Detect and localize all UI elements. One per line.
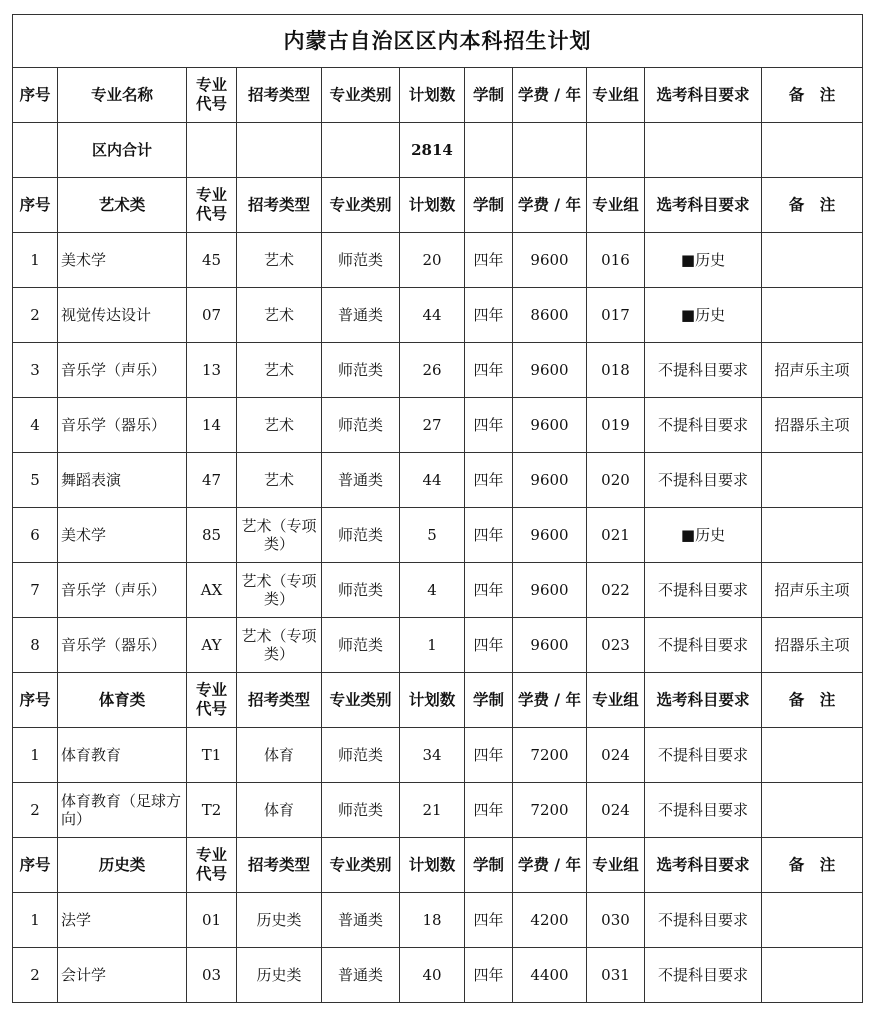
cell-seq: 5 [13,453,58,508]
section-name: 艺术类 [58,178,187,233]
cell-plan: 20 [400,233,465,288]
cell-type: 艺术（专项类） [237,618,322,673]
cell-fee: 9600 [513,508,587,563]
cell-duration: 四年 [465,508,513,563]
cell-plan: 40 [400,948,465,1003]
table-row [13,948,863,1003]
header-code: 专业代号 [187,68,237,123]
cell-code: 13 [187,343,237,398]
cell-req: ■历史 [645,288,762,343]
cell-fee: 9600 [513,343,587,398]
cell-note [762,893,863,948]
total-category [322,123,400,178]
cell-code: AY [187,618,237,673]
header-category: 专业类别 [322,673,400,728]
total-row [13,123,863,178]
header-seq: 序号 [13,838,58,893]
header-plan: 计划数 [400,838,465,893]
table-row [13,728,863,783]
cell-type: 历史类 [237,893,322,948]
table-row [13,343,863,398]
cell-plan: 1 [400,618,465,673]
cell-category: 普通类 [322,453,400,508]
cell-group: 024 [587,783,645,838]
cell-duration: 四年 [465,453,513,508]
cell-req: 不提科目要求 [645,893,762,948]
cell-plan: 44 [400,288,465,343]
cell-seq: 1 [13,893,58,948]
cell-note [762,783,863,838]
cell-code: 03 [187,948,237,1003]
table-row [13,288,863,343]
total-note [762,123,863,178]
cell-note: 招器乐主项 [762,618,863,673]
header-duration: 学制 [465,68,513,123]
cell-note [762,288,863,343]
cell-note: 招声乐主项 [762,343,863,398]
cell-name: 舞蹈表演 [58,453,187,508]
cell-group: 018 [587,343,645,398]
cell-fee: 9600 [513,563,587,618]
cell-code: T1 [187,728,237,783]
header-major: 专业名称 [58,68,187,123]
cell-plan: 5 [400,508,465,563]
header-code: 专业代号 [187,178,237,233]
total-plan: 2814 [400,123,465,178]
cell-seq: 6 [13,508,58,563]
header-plan: 计划数 [400,68,465,123]
header-req: 选考科目要求 [645,673,762,728]
header-code: 专业代号 [187,673,237,728]
header-row [13,68,863,123]
cell-req: 不提科目要求 [645,783,762,838]
cell-fee: 9600 [513,398,587,453]
cell-code: 45 [187,233,237,288]
total-seq [13,123,58,178]
cell-seq: 8 [13,618,58,673]
cell-plan: 27 [400,398,465,453]
header-seq: 序号 [13,673,58,728]
header-fee: 学费 / 年 [513,178,587,233]
cell-type: 艺术 [237,233,322,288]
cell-req: ■历史 [645,233,762,288]
cell-req: 不提科目要求 [645,563,762,618]
header-req: 选考科目要求 [645,68,762,123]
table-row [13,783,863,838]
header-group: 专业组 [587,673,645,728]
table-row [13,893,863,948]
header-group: 专业组 [587,68,645,123]
cell-duration: 四年 [465,893,513,948]
section-name: 历史类 [58,838,187,893]
cell-note [762,728,863,783]
cell-type: 艺术 [237,343,322,398]
cell-note [762,233,863,288]
cell-category: 师范类 [322,563,400,618]
cell-category: 普通类 [322,288,400,343]
header-type: 招考类型 [237,673,322,728]
cell-type: 体育 [237,728,322,783]
cell-code: 47 [187,453,237,508]
cell-type: 体育 [237,783,322,838]
cell-duration: 四年 [465,233,513,288]
header-req: 选考科目要求 [645,178,762,233]
cell-note [762,508,863,563]
cell-name: 音乐学（器乐） [58,398,187,453]
cell-note [762,948,863,1003]
section-header-row [13,673,863,728]
cell-note [762,453,863,508]
cell-req: 不提科目要求 [645,453,762,508]
header-seq: 序号 [13,68,58,123]
header-code: 专业代号 [187,838,237,893]
cell-plan: 21 [400,783,465,838]
cell-category: 师范类 [322,343,400,398]
cell-group: 017 [587,288,645,343]
cell-category: 普通类 [322,893,400,948]
cell-fee: 8600 [513,288,587,343]
table-title: 内蒙古自治区区内本科招生计划 [13,15,863,68]
cell-seq: 7 [13,563,58,618]
cell-code: 07 [187,288,237,343]
header-plan: 计划数 [400,178,465,233]
cell-req: ■历史 [645,508,762,563]
cell-req: 不提科目要求 [645,398,762,453]
cell-category: 师范类 [322,233,400,288]
total-duration [465,123,513,178]
cell-duration: 四年 [465,728,513,783]
header-category: 专业类别 [322,68,400,123]
header-note: 备 注 [762,673,863,728]
section-header-row [13,838,863,893]
cell-seq: 2 [13,948,58,1003]
header-note: 备 注 [762,68,863,123]
cell-req: 不提科目要求 [645,618,762,673]
total-fee [513,123,587,178]
cell-group: 022 [587,563,645,618]
cell-code: AX [187,563,237,618]
header-note: 备 注 [762,838,863,893]
cell-fee: 7200 [513,728,587,783]
header-req: 选考科目要求 [645,838,762,893]
table-row [13,618,863,673]
cell-name: 法学 [58,893,187,948]
cell-duration: 四年 [465,783,513,838]
cell-fee: 9600 [513,618,587,673]
header-duration: 学制 [465,673,513,728]
cell-req: 不提科目要求 [645,728,762,783]
table-row [13,453,863,508]
cell-group: 020 [587,453,645,508]
cell-fee: 9600 [513,453,587,508]
enrollment-plan-table [12,14,863,1003]
cell-group: 024 [587,728,645,783]
cell-group: 030 [587,893,645,948]
cell-seq: 1 [13,233,58,288]
cell-type: 艺术 [237,398,322,453]
header-plan: 计划数 [400,673,465,728]
header-duration: 学制 [465,838,513,893]
cell-seq: 2 [13,783,58,838]
cell-name: 会计学 [58,948,187,1003]
cell-category: 普通类 [322,948,400,1003]
cell-fee: 9600 [513,233,587,288]
total-code [187,123,237,178]
cell-seq: 1 [13,728,58,783]
cell-name: 美术学 [58,508,187,563]
cell-name: 视觉传达设计 [58,288,187,343]
cell-name: 美术学 [58,233,187,288]
cell-plan: 4 [400,563,465,618]
cell-fee: 4200 [513,893,587,948]
cell-seq: 3 [13,343,58,398]
cell-note: 招声乐主项 [762,563,863,618]
section-header-row [13,178,863,233]
cell-duration: 四年 [465,563,513,618]
table-row [13,508,863,563]
cell-name: 音乐学（器乐） [58,618,187,673]
cell-note: 招器乐主项 [762,398,863,453]
header-group: 专业组 [587,178,645,233]
cell-category: 师范类 [322,398,400,453]
header-note: 备 注 [762,178,863,233]
cell-group: 023 [587,618,645,673]
total-label: 区内合计 [58,123,187,178]
table-row [13,233,863,288]
header-category: 专业类别 [322,178,400,233]
cell-code: T2 [187,783,237,838]
cell-type: 历史类 [237,948,322,1003]
cell-seq: 2 [13,288,58,343]
total-req [645,123,762,178]
header-fee: 学费 / 年 [513,68,587,123]
cell-type: 艺术（专项类） [237,508,322,563]
total-group [587,123,645,178]
cell-plan: 44 [400,453,465,508]
header-type: 招考类型 [237,838,322,893]
cell-group: 016 [587,233,645,288]
cell-category: 师范类 [322,508,400,563]
cell-type: 艺术（专项类） [237,563,322,618]
header-group: 专业组 [587,838,645,893]
cell-code: 85 [187,508,237,563]
table-row [13,563,863,618]
cell-name: 音乐学（声乐） [58,563,187,618]
section-name: 体育类 [58,673,187,728]
cell-plan: 18 [400,893,465,948]
cell-group: 019 [587,398,645,453]
cell-duration: 四年 [465,618,513,673]
cell-fee: 7200 [513,783,587,838]
cell-name: 体育教育 [58,728,187,783]
header-fee: 学费 / 年 [513,838,587,893]
cell-duration: 四年 [465,343,513,398]
header-duration: 学制 [465,178,513,233]
cell-plan: 26 [400,343,465,398]
cell-name: 音乐学（声乐） [58,343,187,398]
cell-type: 艺术 [237,453,322,508]
header-type: 招考类型 [237,178,322,233]
cell-plan: 34 [400,728,465,783]
cell-fee: 4400 [513,948,587,1003]
header-seq: 序号 [13,178,58,233]
cell-req: 不提科目要求 [645,343,762,398]
cell-name: 体育教育（足球方向） [58,783,187,838]
cell-seq: 4 [13,398,58,453]
cell-group: 021 [587,508,645,563]
table-row [13,398,863,453]
cell-code: 01 [187,893,237,948]
cell-duration: 四年 [465,398,513,453]
total-type [237,123,322,178]
header-type: 招考类型 [237,68,322,123]
cell-code: 14 [187,398,237,453]
cell-category: 师范类 [322,618,400,673]
cell-req: 不提科目要求 [645,948,762,1003]
cell-group: 031 [587,948,645,1003]
header-fee: 学费 / 年 [513,673,587,728]
cell-type: 艺术 [237,288,322,343]
cell-category: 师范类 [322,783,400,838]
cell-duration: 四年 [465,288,513,343]
cell-duration: 四年 [465,948,513,1003]
cell-category: 师范类 [322,728,400,783]
header-category: 专业类别 [322,838,400,893]
